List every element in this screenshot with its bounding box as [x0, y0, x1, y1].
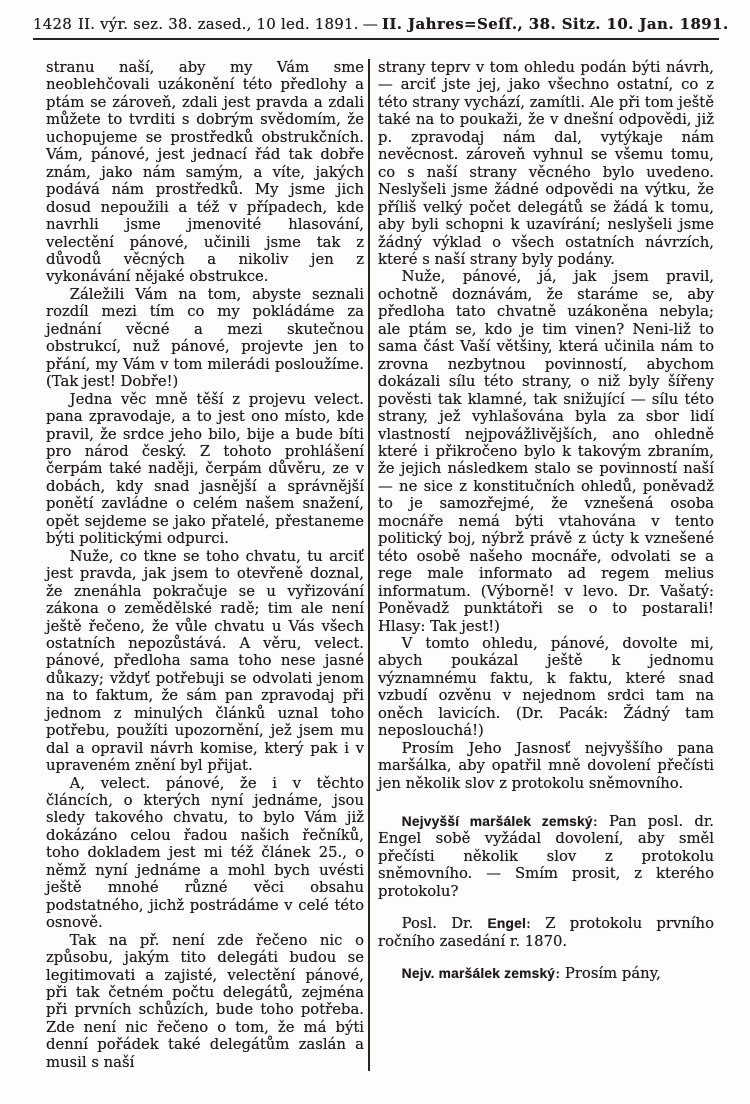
speech-paragraph: [378, 965, 714, 982]
paragraph: A, velect. pánové, že i v těchto článcích, o kterých nyní jednáme, jsou sledy takového chvatu, to bylo Vám již dokázáno celou řadou našich řečníků, toho dokladem jest mi též článek 25., o němž nyní jednáme a mohl bych uvésti ještě mnohé různé věci obsahu podstatného, jichž postrádáme v celé této osnově.: [46, 774, 364, 932]
speech-paragraph: [378, 915, 714, 950]
speech-text: : Prosím pány,: [555, 965, 661, 983]
speaker-name: Engel: [487, 916, 527, 932]
page-header: [33, 15, 729, 40]
paragraph: V tomto ohledu, pánové, dovolte mi, abych poukázal ještě k jednomu významnému faktu, k faktu, které snad vzbudí ozvěnu v nejednom srdci tam na oněch lavicích. (Dr. Pacák: Žádný tam neposlouchá!): [378, 634, 714, 740]
header-separator-dash: —: [362, 15, 378, 33]
speaker-name: Nejv. maršálek zemský: [401, 966, 556, 982]
paragraph: Záležili Vám na tom, abyste seznali rozdíl mezi tím co my pokládáme za jednání věcné a mezi skutečnou obstrukcí, nuž pánové, projevte jen to přání, my Vám v tom milerádi posloužíme. (Tak jest! Dobře!): [46, 285, 364, 391]
paragraph: Nuže, pánové, já, jak jsem pravil, ochotně doznávám, že staráme se, aby předloha tato chvatně uzákoněna nebyla; ale ptám se, kdo je tim vinen? Neni-liž to sama část Vaší většiny, která učinila nám to zrovna nezbytnou povinností, abychom dokázali sílu této strany, o niž byly šířeny pověsti tak klamné, tak snižující — sílu této strany, jež vyhlašována byla za sbor lidí vlastností nejpovážlivějších, ano ohledně které i přikročeno bylo k takovým zbraním, že jejich následkem stalo se povinností naší — ne sice z konstitučních ohledů, poněvadž to je samozřejmé, že vznešená osoba mocnáře nemá býti vtahována v tento politický boj, nýbrž právě z úcty k vznešené této osobě našeho mocnáře, odvolati se a rege male informato ad regem melius informatum. (Výborně! v levo. Dr. Vašatý: Poněvadž punktátoři se o to postarali! Hlasy: Tak jest!): [378, 268, 714, 635]
left-column: [46, 59, 364, 1071]
header-left-group: [33, 15, 359, 33]
speech-text: : Pan posl. dr. Engel sobě vyžádal dovolení, aby směl přečísti několik slov z protokolu sněmovního. — Smím prosit, z kterého protokolu?: [378, 813, 714, 900]
paragraph: Prosím Jeho Jasnosť nejvyššího pana maršálka, aby opatřil mně dovolení přečísti jen několik slov z protokolu sněmovního.: [378, 739, 714, 792]
paragraph: Nuže, co tkne se toho chvatu, tu arciť jest pravda, jak jsem to otevřeně doznal, že znenáhla pokračuje se u vyřizování zákona o zemědělské radě; tim ale není ještě řečeno, že vůle chvatu u Vás všech ostatních nepozůstává. A věru, velect. pánové, předloha sama toho nese jasné důkazy; vždyť potřebuji se odvolati jenom na to faktum, že sám pan zpravodaj při jednom z minulých článků uznal toho potřebu, použíti upozornění, jež jsem mu dal a opravil návrh komise, který pak i v upraveném znění byl přijat.: [46, 547, 364, 775]
header-czech-session: II. výr. sez. 38. zased., 10 led. 1891.: [77, 15, 359, 33]
header-german-session: II. Jahres=Seſſ., 38. Sitz. 10. Jan. 1891.: [381, 15, 729, 33]
paragraph: Tak na př. není zde řečeno nic o způsobu, jakým tito delegáti budou se legitimovati a zajisté, velectění pánové, při tak četném počtu delegátů, zejména při prvních schůzích, bude toho potřeba. Zde není nic řečeno o tom, že má býti denní pořádek také delegátům zaslán a musil s naší: [46, 931, 364, 1071]
column-divider-line: [368, 59, 370, 1071]
speech-paragraph: [378, 813, 714, 900]
speech-text: : Z protokolu prvního ročního zasedání r. 1870.: [378, 915, 714, 950]
speaker-name: Nejvyšší maršálek zemský: [401, 814, 593, 830]
paragraph: strany teprv v tom ohledu podán býti návrh, — arciť jste jej, jako všechno ostatní, co z této strany vychází, zamítli. Ale při tom ještě také na to poukaži, že v dnešní odpovědi, již p. zpravodaj nám dal, vytýkaje nám nevěcnost. zároveň vyhnul se všemu tomu, co s naší strany věcného bylo uvedeno. Neslyšeli jsme žádné odpovědi na výtku, že příliš velký počet delegátů se žádá k tomu, aby byli schopni k uzavírání; neslyšeli jsme žádný výklad o všech ostatních návrzích, které s naší strany byly podány.: [378, 59, 714, 268]
text-columns: [46, 59, 716, 1071]
speaker-prefix: Posl. Dr.: [401, 915, 488, 933]
right-column: [378, 59, 714, 1071]
paragraph: Jedna věc mně těší z projevu velect. pana zpravodaje, a to jest ono místo, kde pravil, že srdce jeho bilo, bije a bude bíti pro národ český. Z tohoto prohlášení čerpám také naději, čerpám důvěru, ze v dobách, kdy snad jasnější a správnější ponětí zavládne o celém našem snažení, opět sejdeme se jako přatelé, přestaneme býti politickými odpurci.: [46, 390, 364, 548]
page-number: 1428: [33, 15, 72, 33]
paragraph: stranu naší, aby my Vám sme neoblehčovali uzákonění této předlohy a ptám se zároveň, zdali jest pravda a zdali můžete to tvrditi s dobrým svědomím, že uchopujeme se prostředků obstrukčních. Vám, pánové, jest jednací řád tak dobře znám, jako nám samým, a víte, jakých podává nám prostředků. My jsme jich dosud nepoužili a též v případech, kde navrhli jsme jmenovité hlasování, velectění pánové, učinili jsme tak z důvodů věcných a nikoliv jen z vykonávání nějaké obstrukce.: [46, 59, 364, 286]
